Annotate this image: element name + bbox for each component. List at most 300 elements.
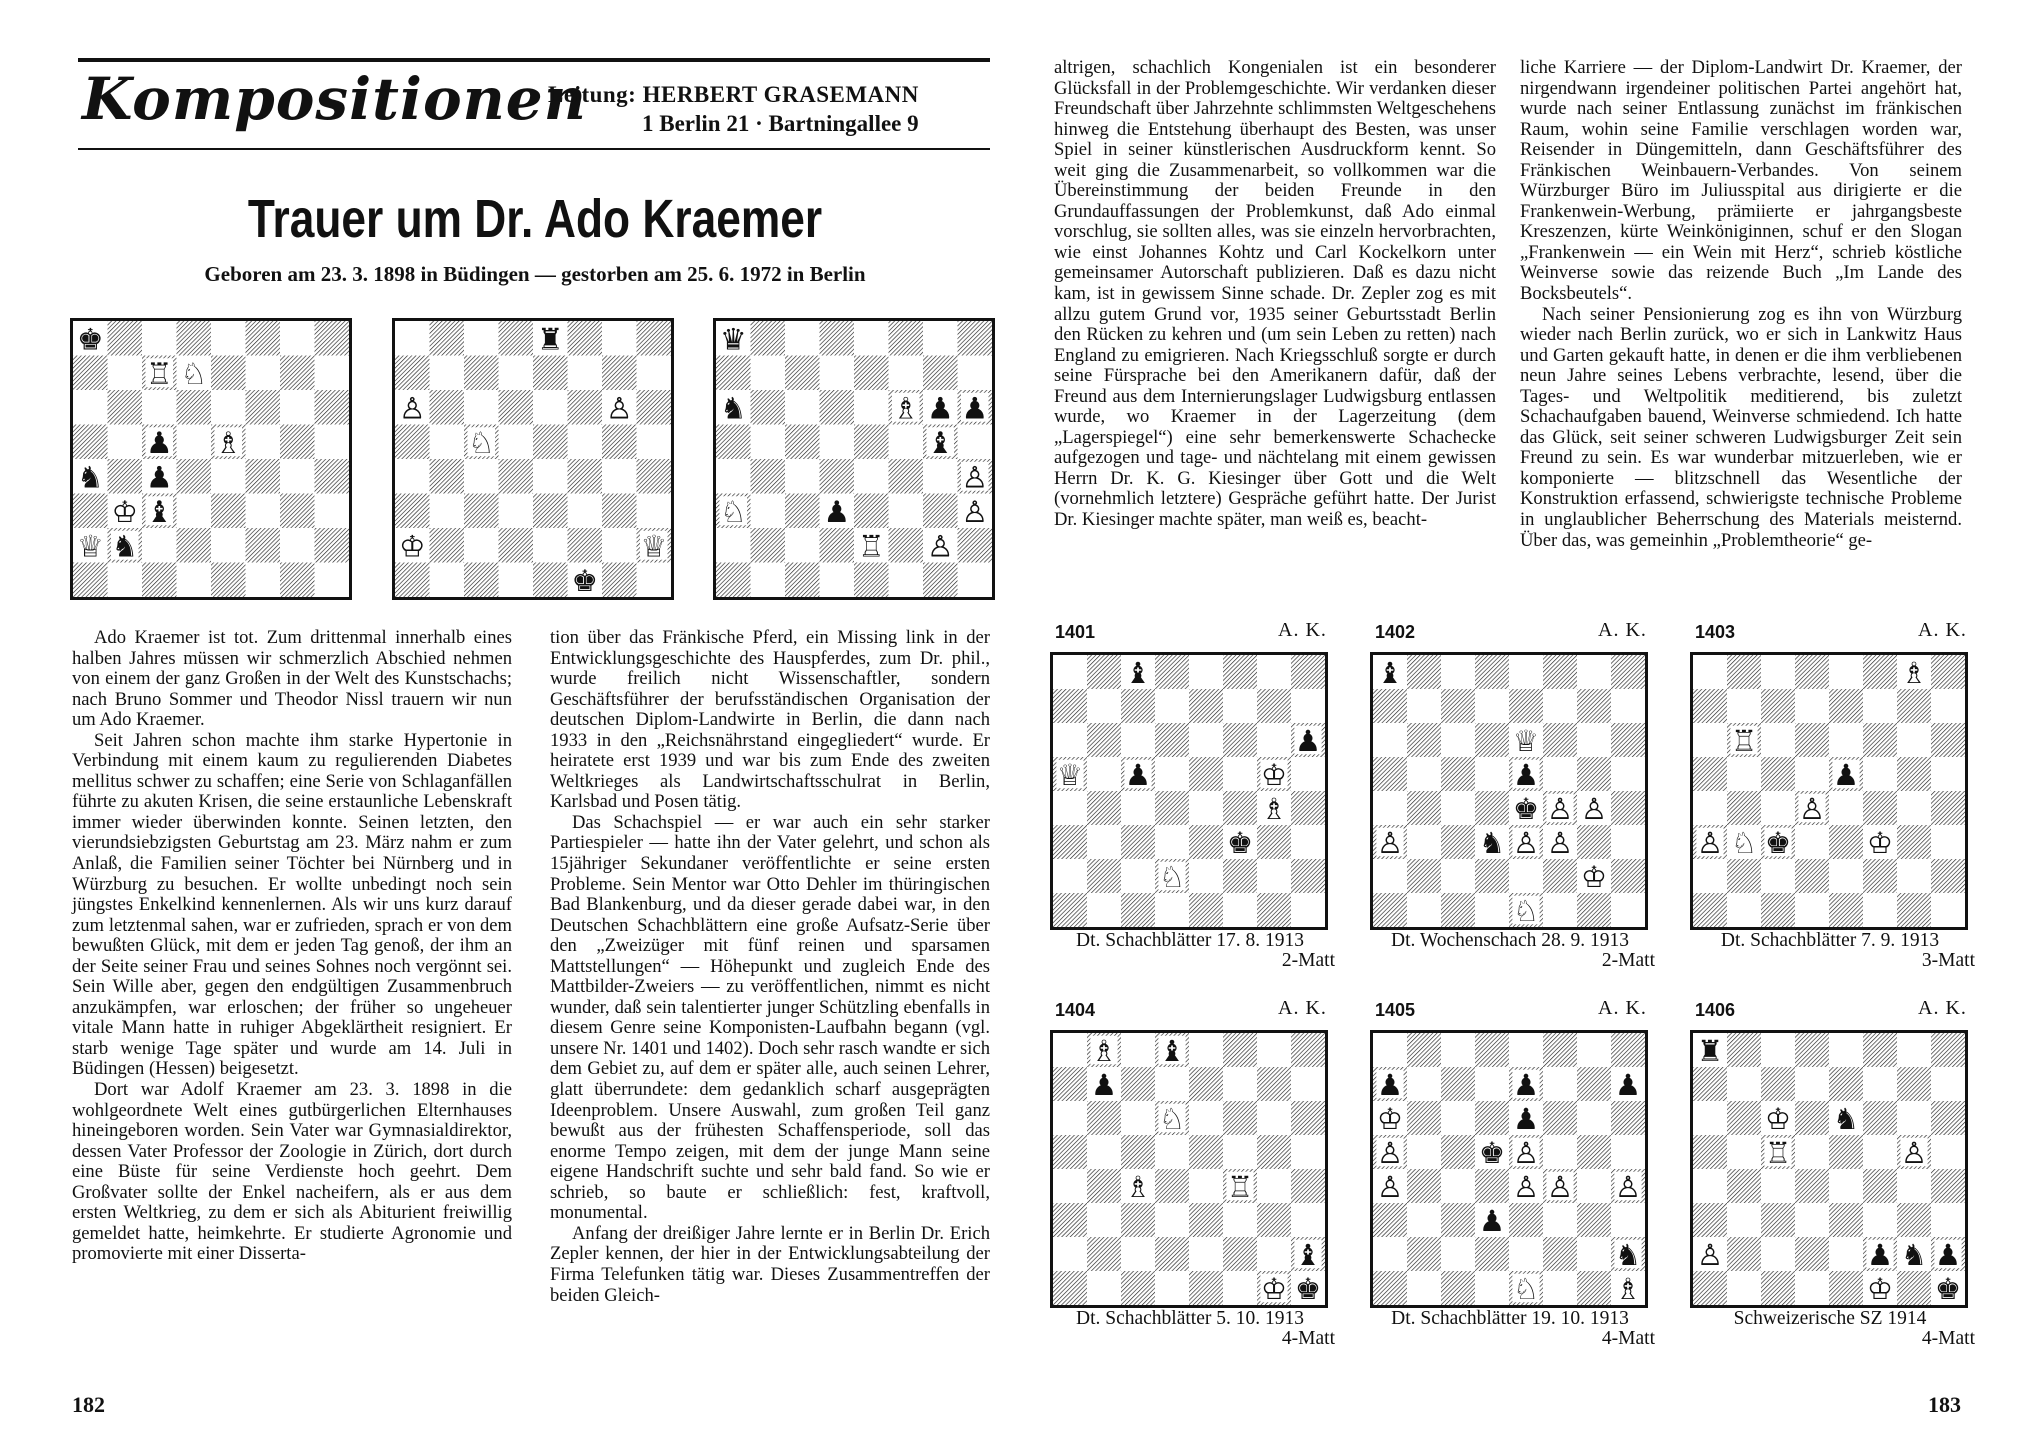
- black-bishop-icon: ♝: [926, 424, 954, 460]
- dark-square: [395, 563, 430, 598]
- dark-square: [1087, 655, 1121, 689]
- dark-square: [1189, 1203, 1223, 1237]
- dark-square: [1897, 1203, 1931, 1237]
- problem-number: 1403: [1695, 622, 1736, 642]
- dark-square: [1611, 655, 1645, 689]
- dark-square: [1053, 1271, 1087, 1305]
- dark-square: [430, 321, 465, 356]
- problem-source: Dt. Wochenschach 28. 9. 1913: [1391, 930, 1629, 951]
- dark-square: [1693, 893, 1727, 927]
- problem-number: 1405: [1375, 1000, 1416, 1020]
- dark-square: [889, 459, 924, 494]
- problem-author: A. K.: [1278, 619, 1327, 641]
- dark-square: [395, 425, 430, 460]
- problem-board-1402: [1370, 652, 1648, 930]
- section-brand: Kompositionen: [82, 65, 587, 133]
- white-pawn-icon: ♙: [1512, 1169, 1540, 1204]
- dark-square: [1931, 1033, 1965, 1067]
- dark-square: [1087, 1237, 1121, 1271]
- black-knight-icon: ♞: [1478, 825, 1506, 860]
- dark-square: [1727, 1101, 1761, 1135]
- dark-square: [499, 459, 534, 494]
- dark-square: [1931, 655, 1965, 689]
- dark-square: [1761, 893, 1795, 927]
- black-king-icon: ♚: [1934, 1271, 1962, 1305]
- dark-square: [73, 425, 108, 460]
- problem-number: 1401: [1055, 622, 1096, 642]
- dark-square: [820, 321, 855, 356]
- dark-square: [1761, 1067, 1795, 1101]
- dark-square: [533, 563, 568, 598]
- dark-square: [568, 390, 603, 425]
- dark-square: [1727, 791, 1761, 825]
- dark-square: [1577, 757, 1611, 791]
- dark-square: [1863, 655, 1897, 689]
- problem-source: Dt. Schachblätter 19. 10. 1913: [1391, 1308, 1629, 1329]
- problem-goal: 2-Matt: [1281, 950, 1335, 971]
- white-bishop-icon: ♗: [1260, 791, 1288, 826]
- dark-square: [1931, 1169, 1965, 1203]
- dark-square: [1543, 859, 1577, 893]
- problem-board-1405: [1370, 1030, 1648, 1308]
- dark-square: [1257, 1135, 1291, 1169]
- dark-square: [1829, 893, 1863, 927]
- dark-square: [751, 390, 786, 425]
- dark-square: [1795, 1033, 1829, 1067]
- dark-square: [1761, 689, 1795, 723]
- black-knight-icon: ♞: [719, 390, 747, 426]
- dark-square: [464, 563, 499, 598]
- dark-square: [602, 425, 637, 460]
- dark-square: [430, 528, 465, 563]
- board-svg: [1053, 655, 1325, 927]
- dark-square: [1829, 1271, 1863, 1305]
- dark-square: [1291, 859, 1325, 893]
- paragraph: Dort war Adolf Kraemer am 23. 3. 1898 in die wohlgeordnete Welt eines gutbürgerlichen Elternhauses hineingeboren worden. Sein Vater war Gymnasialdirektor, dessen Vater Professor der Zoologie in Zürich, dort durch eine Büste für seine Verdienste hoch geehrt. Dem Großvater sollte der Enkel nacheifern, als er aus dem ersten Weltkrieg, zu dem er sich als Abiturient freiwillig gemeldet hatte, heimkehrte. Er studierte Agronomie und promovierte mit einer Disserta-: [72, 1079, 512, 1265]
- dark-square: [1795, 1237, 1829, 1271]
- dark-square: [820, 390, 855, 425]
- white-king-icon: ♔: [1260, 1271, 1288, 1305]
- white-pawn-icon: ♙: [961, 459, 989, 495]
- dark-square: [637, 459, 672, 494]
- dark-square: [1611, 1033, 1645, 1067]
- white-king-icon: ♔: [111, 493, 139, 529]
- dark-square: [1509, 689, 1543, 723]
- dark-square: [108, 390, 143, 425]
- dark-square: [499, 321, 534, 356]
- black-knight-icon: ♞: [1900, 1237, 1928, 1272]
- dark-square: [1475, 723, 1509, 757]
- dark-square: [1189, 689, 1223, 723]
- dark-square: [1223, 1033, 1257, 1067]
- dark-square: [430, 390, 465, 425]
- dark-square: [716, 563, 751, 598]
- white-bishop-icon: ♗: [1090, 1033, 1118, 1068]
- black-pawn-icon: ♟: [1376, 1067, 1404, 1102]
- dark-square: [1897, 757, 1931, 791]
- dark-square: [1931, 1101, 1965, 1135]
- black-bishop-icon: ♝: [1294, 1237, 1322, 1272]
- black-knight-icon: ♞: [76, 459, 104, 495]
- dark-square: [602, 356, 637, 391]
- board-svg: [1373, 655, 1645, 927]
- problem-source: Dt. Schachblätter 5. 10. 1913: [1076, 1308, 1304, 1329]
- dark-square: [1441, 757, 1475, 791]
- black-pawn-icon: ♟: [145, 424, 173, 460]
- dark-square: [568, 528, 603, 563]
- white-pawn-icon: ♙: [926, 528, 954, 564]
- dark-square: [1611, 859, 1645, 893]
- dark-square: [1611, 791, 1645, 825]
- problem-goal: 4-Matt: [1281, 1328, 1335, 1349]
- dark-square: [1053, 893, 1087, 927]
- dark-square: [1407, 1033, 1441, 1067]
- black-king-icon: ♚: [1478, 1135, 1506, 1170]
- white-pawn-icon: ♙: [1376, 1135, 1404, 1170]
- dark-square: [1223, 723, 1257, 757]
- dark-square: [1441, 1203, 1475, 1237]
- black-pawn-icon: ♟: [1478, 1203, 1506, 1238]
- paragraph: tion über das Fränkische Pferd, ein Missing link in der Entwicklungsgeschichte des Hauspferdes, zum Dr. phil., wurde freilich nicht Wissenschaftler, sondern Geschäftsführer der berufsständischen Organisation der deutschen Diplom-Landwirte in Berlin, die dann nach 1933 in den „Reichsnährstand eingegliedert“ wurde. Er heiratete erst 1939 und war bis zum Ende des zweiten Weltkrieges als Landwirtschaftsschulrat in Berlin, Karlsbad und Posen tätig.: [550, 627, 990, 813]
- dark-square: [1053, 825, 1087, 859]
- paragraph: liche Karriere — der Diplom-Landwirt Dr. Kraemer, der nirgendwann irgendeiner politischen Partei angehört hat, wurde nach seiner Entlassung zunächst im fränkischen Raum, wohin seine Familie verschlagen worden war, Reisender in Düngemitteln, dann Geschäftsführer des Fränkischen Weinbauern-Verbandes. Von seinem Würzburger Büro im Juliusspital aus dirigierte er die Frankenwein-Werbung, prämiierte er jahrgangsbeste Kreszenzen, kürte Weinköniginnen, schuf er den Slogan „Frankenwein — ein Wein mit Herz“, schrieb köstliche Weinverse sowie das reizende Buch „Im Lande des Bocksbeutels“.: [1520, 57, 1962, 305]
- white-bishop-icon: ♗: [1124, 1169, 1152, 1204]
- editor-line: Leitung: HERBERT GRASEMANN: [548, 82, 919, 107]
- dark-square: [211, 356, 246, 391]
- white-rook-icon: ♖: [1226, 1169, 1254, 1204]
- black-pawn-icon: ♟: [1832, 757, 1860, 792]
- dark-square: [315, 390, 350, 425]
- dark-square: [1223, 791, 1257, 825]
- dark-square: [1863, 859, 1897, 893]
- problem-goal: 4-Matt: [1921, 1328, 1975, 1349]
- dark-square: [568, 459, 603, 494]
- problem-source: Dt. Schachblätter 17. 8. 1913: [1076, 930, 1304, 951]
- dark-square: [280, 494, 315, 529]
- dark-square: [1727, 1033, 1761, 1067]
- dark-square: [464, 494, 499, 529]
- dark-square: [1407, 791, 1441, 825]
- white-king-icon: ♔: [1580, 859, 1608, 894]
- dark-square: [499, 390, 534, 425]
- dark-square: [211, 494, 246, 529]
- dark-square: [1829, 689, 1863, 723]
- dark-square: [1577, 689, 1611, 723]
- dark-square: [1407, 1101, 1441, 1135]
- black-bishop-icon: ♝: [1158, 1033, 1186, 1068]
- dark-square: [1373, 1271, 1407, 1305]
- dark-square: [854, 425, 889, 460]
- dark-square: [1897, 893, 1931, 927]
- black-knight-icon: ♞: [111, 528, 139, 564]
- dark-square: [1611, 1101, 1645, 1135]
- dark-square: [246, 528, 281, 563]
- dark-square: [1291, 791, 1325, 825]
- paragraph: Das Schachspiel — er war auch ein sehr starker Partiespieler — hatte ihn der Vater gelehrt, und schon als 15jähriger Sekundaner veröffentlichte er seine ersten Probleme. Sein Mentor war Otto Dehler im thüringischen Bad Blankenburg, und da dieser gerade dabei war, in den Deutschen Schachblättern eine große Aufsatz-Serie über den „Zweizüger mit fünf reinen und sparsamen Mattstellungen“ — Höhepunkt und zugleich Ende des Mattbilder-Zweiers — zu veröffentlichen, nimmt es nicht wunder, daß sein talentierter junger Schützling ebenfalls in diesem Genre seine Komponisten-Laufbahn begann (vgl. unsere Nr. 1401 und 1402). Doch sehr rasch wandte er sich dem Gebiet zu, auf dem er später alle, auch seinen Lehrer, glatt überrundete: dem gedanklich scharf ausgeprägten Ideenproblem. Unsere Auswahl, zum großen Teil ganz bewußt aus der frühesten Schaffensperiode, soll das enorme Tempo zeigen, mit dem der junge Mann seine eigene Handschrift suchte und sehr bald fand. So wie er schrieb, so baute er schließlich: fest, kraftvoll, monumental.: [550, 811, 990, 1224]
- dark-square: [1829, 1135, 1863, 1169]
- dark-square: [1761, 757, 1795, 791]
- paragraph: Anfang der dreißiger Jahre lernte er in Berlin Dr. Erich Zepler kennen, der hier in der Entwicklungsabteilung der Firma Telefunken tätig war. Dieses Zusammentreffen der beiden Gleich-: [550, 1222, 990, 1306]
- problem-author: A. K.: [1598, 997, 1647, 1019]
- dark-square: [1155, 791, 1189, 825]
- dark-square: [1577, 1271, 1611, 1305]
- dark-square: [280, 425, 315, 460]
- problem-source: Dt. Schachblätter 7. 9. 1913: [1720, 930, 1940, 951]
- dark-square: [923, 494, 958, 529]
- white-knight-icon: ♘: [1512, 1271, 1540, 1305]
- dark-square: [1931, 859, 1965, 893]
- black-rook-icon: ♜: [1696, 1033, 1724, 1068]
- white-pawn-icon: ♙: [1546, 791, 1574, 826]
- dark-square: [108, 459, 143, 494]
- problem-board-1401: [1050, 652, 1328, 930]
- text-column-4: [1520, 58, 1962, 551]
- problem-author: A. K.: [1918, 619, 1967, 641]
- dark-square: [1829, 1203, 1863, 1237]
- black-pawn-icon: ♟: [1090, 1067, 1118, 1102]
- dark-square: [1087, 859, 1121, 893]
- white-knight-icon: ♘: [1512, 893, 1540, 927]
- dark-square: [1087, 791, 1121, 825]
- article-subtitle: Geboren am 23. 3. 1898 in Büdingen — gestorben am 25. 6. 1972 in Berlin: [204, 262, 866, 286]
- black-pawn-icon: ♟: [1866, 1237, 1894, 1272]
- white-bishop-icon: ♗: [1900, 655, 1928, 690]
- section-editor: [548, 80, 919, 138]
- dark-square: [1441, 1135, 1475, 1169]
- dark-square: [1795, 1169, 1829, 1203]
- paragraph: altrigen, schachlich Kongenialen ist ein besonderer Glücksfall in der Problemgeschichte. Wir verdanken dieser Freundschaft über Jahrzehnte schlimmsten Weltgeschehens hinweg die Entstehung überhaupt des Besten, was unser Spiel in seiner künstlerischen Ausdruckform kennt. So weit ging die Zusammenarbeit, so vollkommen war die Übereinstimmung der beiden Freunde in den Grundauffassungen der Problemkunst, daß Ado einmal vorschlug, sie sollten alles, was sie einzeln hervorbrachten, wie einst Johannes Kohtz und Carl Kockelkorn unter gemeinsamer Autorschaft publizieren. Daß es dazu nicht kam, ist in gewissem Sinne schade. Dr. Zepler zog es mit allzu gutem Grund vor, 1935 seiner Geburtsstadt Berlin den Rücken zu kehren und (um sein Leben zu retten) nach England zu emigrieren. Nach Kriegsschluß sorgte er durch seine Fürsprache bei den Amerikanern dafür, daß der Freund aus dem Internierungslager Ludwigsburg entlassen wurde, wo Kraemer in der Lagerzeitung (dem „Lagerspiegel“) eine sehr bemerkenswerte Schachecke aufgezogen und tage- und nächtelang mit einem gewissen Herrn Dr. K. G. Kiesinger über Gott und die Welt (vornehmlich letztere) Gespräche geführt hatte. Der Jurist Dr. Kiesinger machte später, man weiß es, beacht-: [1054, 57, 1496, 531]
- white-pawn-icon: ♙: [1376, 825, 1404, 860]
- dark-square: [1189, 757, 1223, 791]
- black-king-icon: ♚: [1294, 1271, 1322, 1305]
- dark-square: [854, 494, 889, 529]
- white-knight-icon: ♘: [180, 355, 208, 391]
- dark-square: [568, 321, 603, 356]
- dark-square: [1863, 791, 1897, 825]
- white-king-icon: ♔: [1260, 757, 1288, 792]
- dark-square: [1155, 723, 1189, 757]
- board-svg: [395, 321, 671, 597]
- dark-square: [464, 356, 499, 391]
- black-king-icon: ♚: [76, 321, 104, 357]
- black-king-icon: ♚: [1512, 791, 1540, 826]
- board-svg: [716, 321, 992, 597]
- dark-square: [1693, 1203, 1727, 1237]
- dark-square: [1121, 1067, 1155, 1101]
- dark-square: [1223, 859, 1257, 893]
- white-pawn-icon: ♙: [1798, 791, 1826, 826]
- dark-square: [923, 563, 958, 598]
- dark-square: [1291, 655, 1325, 689]
- dark-square: [1693, 1271, 1727, 1305]
- dark-square: [1087, 1169, 1121, 1203]
- dark-square: [1897, 689, 1931, 723]
- black-rook-icon: ♜: [536, 321, 564, 357]
- black-pawn-icon: ♟: [961, 390, 989, 426]
- black-pawn-icon: ♟: [926, 390, 954, 426]
- dark-square: [1795, 859, 1829, 893]
- dark-square: [533, 356, 568, 391]
- dark-square: [889, 321, 924, 356]
- dark-square: [1189, 1135, 1223, 1169]
- dark-square: [1053, 1067, 1087, 1101]
- dark-square: [1863, 1033, 1897, 1067]
- black-king-icon: ♚: [571, 562, 599, 597]
- white-pawn-icon: ♙: [1580, 791, 1608, 826]
- dark-square: [1407, 1169, 1441, 1203]
- black-pawn-icon: ♟: [1294, 723, 1322, 758]
- dark-square: [1829, 825, 1863, 859]
- dark-square: [889, 528, 924, 563]
- dark-square: [1053, 1203, 1087, 1237]
- dark-square: [1727, 655, 1761, 689]
- dark-square: [716, 356, 751, 391]
- paragraph: Nach seiner Pensionierung zog es ihn von Würzburg wieder nach Berlin zurück, wo er sich in Lankwitz Haus und Garten gekauft hatte, in denen er die ihm verbliebenen neun Jahre seines Lebens verbrachte, lesend, über die Tages- und Weltpolitik meditierend, bis zuletzt Schachaufgaben bauend, Weinverse schmiedend. Ich hatte das Glück, seit seiner schweren Ludwigsburger Zeit sein Freund zu sein. Es war wunderbar mitzuerleben, wie er komponierte — blitzschnell das Wesentliche der Konstruktion erfassend, schwierigste technische Probleme in unglaublicher Beherrschung des Materials meisternd. Über das, was gemeinhin „Problemtheorie“ ge-: [1520, 303, 1962, 551]
- dark-square: [1543, 655, 1577, 689]
- dark-square: [177, 321, 212, 356]
- dark-square: [280, 563, 315, 598]
- dark-square: [246, 390, 281, 425]
- dark-square: [602, 563, 637, 598]
- dark-square: [1897, 1271, 1931, 1305]
- dark-square: [1155, 1169, 1189, 1203]
- dark-square: [1223, 655, 1257, 689]
- dark-square: [177, 390, 212, 425]
- dark-square: [1407, 859, 1441, 893]
- dark-square: [1577, 825, 1611, 859]
- dark-square: [1291, 1101, 1325, 1135]
- white-rook-icon: ♖: [145, 355, 173, 391]
- problem-author: A. K.: [1918, 997, 1967, 1019]
- board-svg: [1693, 1033, 1965, 1305]
- dark-square: [1727, 1237, 1761, 1271]
- white-knight-icon: ♘: [719, 493, 747, 529]
- dark-square: [1373, 893, 1407, 927]
- problem-author: A. K.: [1598, 619, 1647, 641]
- dark-square: [1577, 1067, 1611, 1101]
- dark-square: [820, 459, 855, 494]
- board-svg: [1693, 655, 1965, 927]
- dark-square: [1257, 1203, 1291, 1237]
- problem-board-1403: [1690, 652, 1968, 930]
- white-pawn-icon: ♙: [1696, 825, 1724, 860]
- dark-square: [430, 459, 465, 494]
- board-svg: [73, 321, 349, 597]
- white-bishop-icon: ♗: [892, 390, 920, 426]
- dark-square: [1727, 859, 1761, 893]
- dark-square: [246, 321, 281, 356]
- white-queen-icon: ♕: [76, 528, 104, 564]
- dark-square: [1475, 655, 1509, 689]
- dark-square: [1373, 689, 1407, 723]
- dark-square: [1475, 1237, 1509, 1271]
- dark-square: [1693, 1135, 1727, 1169]
- white-pawn-icon: ♙: [1546, 825, 1574, 860]
- dark-square: [1121, 893, 1155, 927]
- dark-square: [395, 356, 430, 391]
- dark-square: [1257, 893, 1291, 927]
- header-rule-bottom: [78, 148, 990, 150]
- paragraph: Seit Jahren schon machte ihm starke Hypertonie in Verbindung mit einem kaum zu regulierenden Diabetes mellitus schwer zu schaffen; eine Serie von Schlaganfällen führte zu akuten Krisen, die seine erstaunliche Lebenskraft immer wieder überwinden konnte. Seinen letzten, den vierundsiebzigsten Geburtstag am 23. März nahm er zum Anlaß, die Familien seiner Töchter bei Nürnberg und in Würzburg zu besuchen. Er wollte unbedingt noch sein jüngstes Enkelkind kennenlernen. Als wir uns kurz darauf zum letztenmal sahen, war er zufrieden, sprach er von dem bewußten Glück, mit dem er jeden Tag genoß, der ihm an der Seite seiner Frau und seines Sohnes noch vergönnt sei. Sein Wille aber, gegen den endgültigen Zusammenbruch anzukämpfen, war erloschen; der früher so ungeheuer vitale Mann hatte in ruhiger Abgeklärtheit resigniert. Er starb wenige Tage später und wurde am 14. Juli in Büdingen (Hessen) beigesetzt.: [72, 729, 512, 1080]
- page-number-right: 183: [1928, 1392, 1961, 1417]
- white-pawn-icon: ♙: [1900, 1135, 1928, 1170]
- white-bishop-icon: ♗: [214, 424, 242, 460]
- dark-square: [958, 321, 993, 356]
- problem-number: 1404: [1055, 1000, 1096, 1020]
- dark-square: [1257, 1067, 1291, 1101]
- dark-square: [73, 494, 108, 529]
- black-pawn-icon: ♟: [1512, 1101, 1540, 1136]
- dark-square: [1475, 1169, 1509, 1203]
- dark-square: [1795, 1101, 1829, 1135]
- dark-square: [716, 425, 751, 460]
- dark-square: [1543, 1237, 1577, 1271]
- dark-square: [1727, 1169, 1761, 1203]
- black-knight-icon: ♞: [1614, 1237, 1642, 1272]
- black-pawn-icon: ♟: [1614, 1067, 1642, 1102]
- portrait-board-2: [392, 318, 674, 600]
- dark-square: [177, 528, 212, 563]
- page-number-left: 182: [72, 1392, 105, 1417]
- white-pawn-icon: ♙: [605, 390, 633, 426]
- black-bishop-icon: ♝: [1124, 655, 1152, 690]
- problem-board-1406: [1690, 1030, 1968, 1308]
- dark-square: [1053, 1135, 1087, 1169]
- black-queen-icon: ♛: [719, 321, 747, 357]
- dark-square: [1087, 1101, 1121, 1135]
- dark-square: [73, 356, 108, 391]
- dark-square: [1693, 1067, 1727, 1101]
- dark-square: [1407, 723, 1441, 757]
- black-knight-icon: ♞: [1832, 1101, 1860, 1136]
- dark-square: [1761, 1203, 1795, 1237]
- dark-square: [1373, 757, 1407, 791]
- dark-square: [751, 321, 786, 356]
- dark-square: [1121, 1203, 1155, 1237]
- dark-square: [820, 528, 855, 563]
- text-column-1: [72, 628, 512, 1265]
- white-knight-icon: ♘: [1730, 825, 1758, 860]
- white-knight-icon: ♘: [467, 424, 495, 460]
- black-pawn-icon: ♟: [1512, 1067, 1540, 1102]
- white-queen-icon: ♕: [640, 528, 668, 564]
- dark-square: [1543, 723, 1577, 757]
- dark-square: [1611, 723, 1645, 757]
- white-king-icon: ♔: [1376, 1101, 1404, 1136]
- dark-square: [1863, 1101, 1897, 1135]
- white-king-icon: ♔: [1866, 1271, 1894, 1305]
- dark-square: [637, 321, 672, 356]
- dark-square: [1257, 825, 1291, 859]
- dark-square: [1577, 893, 1611, 927]
- dark-square: [1291, 1033, 1325, 1067]
- dark-square: [1053, 689, 1087, 723]
- header-rule-top: [78, 58, 990, 62]
- dark-square: [533, 425, 568, 460]
- dark-square: [246, 459, 281, 494]
- black-bishop-icon: ♝: [145, 493, 173, 529]
- dark-square: [1121, 825, 1155, 859]
- white-king-icon: ♔: [398, 528, 426, 564]
- dark-square: [73, 563, 108, 598]
- dark-square: [1863, 723, 1897, 757]
- white-pawn-icon: ♙: [1546, 1169, 1574, 1204]
- problem-board-1404: [1050, 1030, 1328, 1308]
- text-column-3: [1054, 58, 1496, 531]
- text-column-2: [550, 628, 990, 1306]
- dark-square: [108, 321, 143, 356]
- black-pawn-icon: ♟: [1512, 757, 1540, 792]
